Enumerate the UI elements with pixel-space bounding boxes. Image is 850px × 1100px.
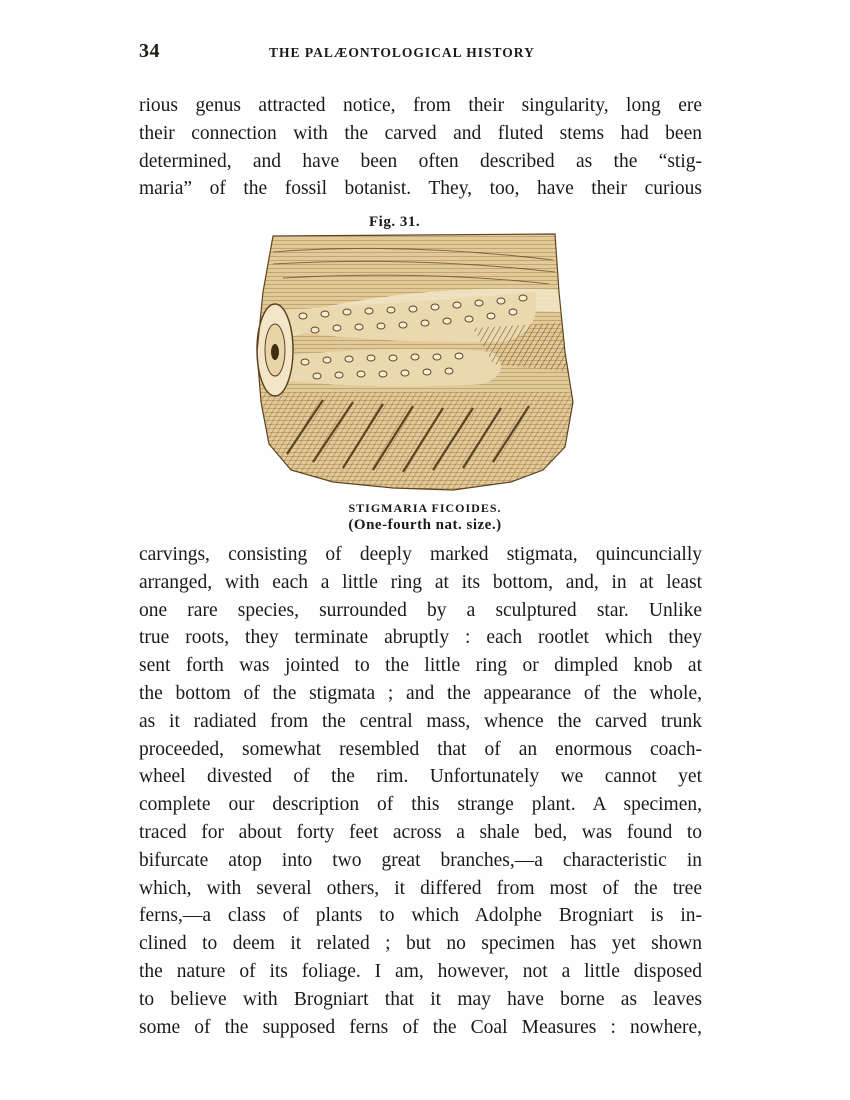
text-line: maria” of the fossil botanist. They, too, have their curious [139, 178, 702, 200]
text-line: their connection with the carved and fluted stems had been [139, 122, 702, 144]
text-line: sent forth was jointed to the little ring or dimpled knob at [139, 655, 702, 677]
text-line: traced for about forty feet across a shale bed, was found to [139, 821, 702, 843]
figure-label: Fig. 31. [369, 214, 421, 230]
text-line: carvings, consisting of deeply marked stigmata, quincuncially [139, 544, 702, 565]
text-line: to believe with Brogniart that it may have borne as leaves [139, 988, 702, 1010]
stigmaria-engraving [243, 232, 579, 494]
text-line: the bottom of the stigmata ; and the appearance of the whole, [139, 682, 702, 704]
text-line: clined to deem it related ; but no specimen has yet shown [139, 933, 702, 955]
text-line: proceeded, somewhat resembled that of an enormous coach- [139, 738, 702, 760]
page-number: 34 [139, 40, 160, 62]
text-line: rious genus attracted notice, from their singularity, long ere [139, 95, 702, 116]
text-line: true roots, they terminate abruptly : each rootlet which they [139, 627, 702, 649]
text-line: complete our description of this strange plant. A specimen, [139, 794, 702, 816]
text-line: determined, and have been often described as the “stig- [139, 150, 702, 172]
text-line: ferns,—a class of plants to which Adolphe Brogniart is in- [139, 905, 702, 927]
text-line: arranged, with each a little ring at its bottom, and, in at least [139, 571, 702, 593]
text-line: wheel divested of the rim. Unfortunately we cannot yet [139, 766, 702, 788]
paragraph-before-figure [139, 92, 702, 203]
paragraph-after-figure [139, 541, 702, 1041]
text-line: which, with several others, it differed from most of the tree [139, 877, 702, 899]
text-line: one rare species, surrounded by a sculptured star. Unlike [139, 599, 702, 621]
text-line: as it radiated from the central mass, whence the carved trunk [139, 710, 702, 732]
running-head: THE PALÆONTOLOGICAL HISTORY [269, 45, 535, 60]
text-line: the nature of its foliage. I am, however, not a little disposed [139, 960, 702, 982]
figure-caption-scale: (One-fourth nat. size.) [348, 517, 502, 533]
text-line: bifurcate atop into two great branches,—a characteristic in [139, 849, 702, 871]
figure-caption-title: STIGMARIA FICOIDES. [348, 501, 502, 515]
text-line: some of the supposed ferns of the Coal Measures : nowhere, [139, 1016, 702, 1038]
